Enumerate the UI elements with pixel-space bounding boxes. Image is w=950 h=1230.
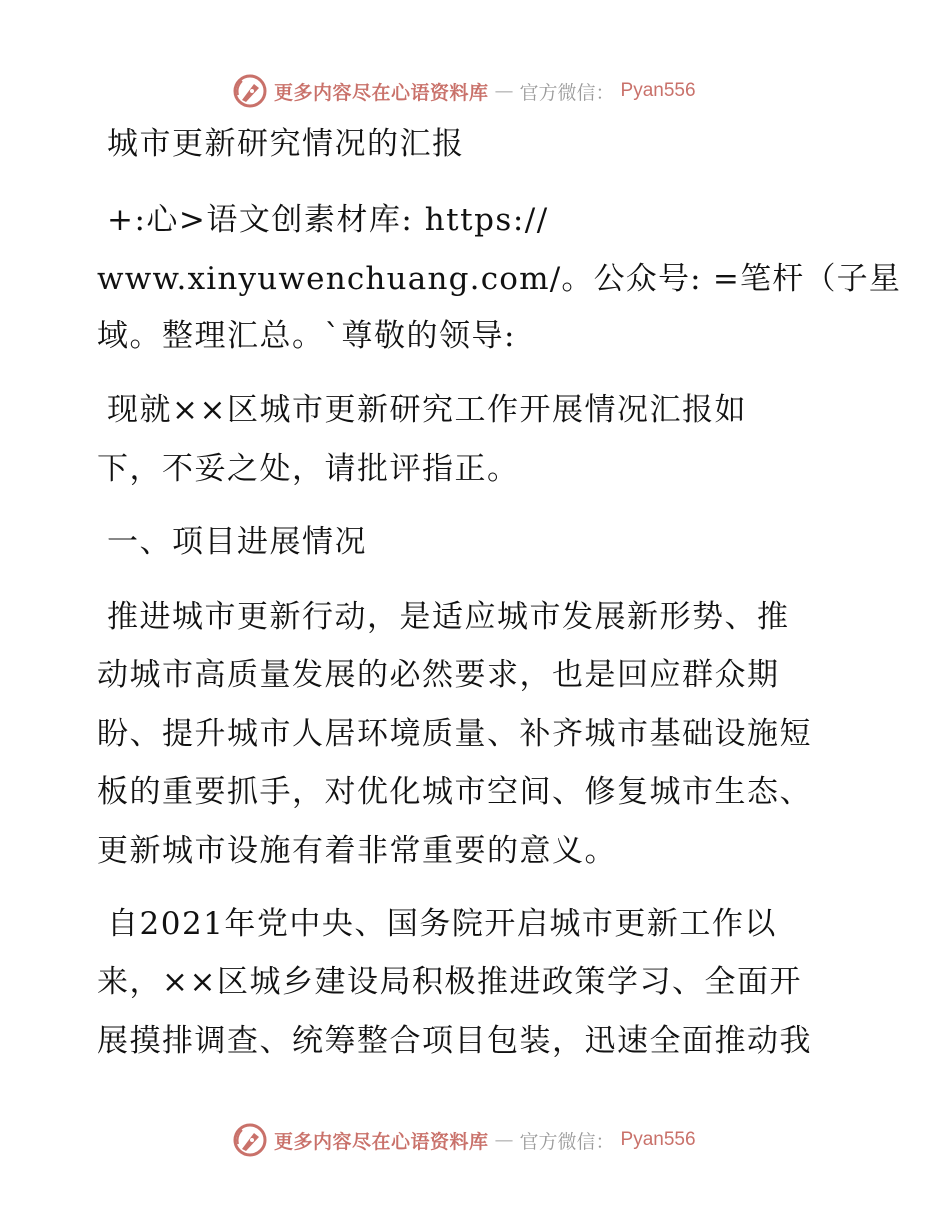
text-line: +:心>语文创素材库: https:// [107, 202, 549, 238]
text-line: 动城市高质量发展的必然要求，也是回应群众期 [97, 657, 780, 693]
footer-wechat-label: 官方微信： [519, 1130, 615, 1153]
text-line: 域。整理汇总。`尊敬的领导: [97, 318, 516, 354]
text-line: 展摸排调查、统筹整合项目包装，迅速全面推动我 [97, 1023, 812, 1059]
header-wechat-label: 官方微信： [519, 81, 615, 104]
header-banner [232, 71, 696, 111]
text-line: 现就××区城市更新研究工作开展情况汇报如 [107, 392, 747, 428]
text-line: 盼、提升城市人居环境质量、补齐城市基础设施短 [97, 716, 812, 752]
footer-dash: — [494, 1129, 514, 1151]
footer-brand-text: 更多内容尽在心语资料库 [274, 1130, 489, 1153]
text-line: 下，不妥之处，请批评指正。 [97, 451, 520, 487]
section-heading: 一、项目进展情况 [107, 524, 367, 560]
text-line: www.xinyuwenchuang.com/。公众号: =笔杆（子星 [97, 261, 902, 297]
text-line: 自2021年党中央、国务院开启城市更新工作以 [107, 906, 777, 942]
header-wechat-id: Pyan556 [620, 80, 696, 101]
text-line: 板的重要抓手，对优化城市空间、修复城市生态、 [97, 774, 812, 810]
text-line: 来，××区城乡建设局积极推进政策学习、全面开 [97, 964, 802, 1000]
text-line: 更新城市设施有着非常重要的意义。 [97, 833, 617, 869]
document-title: 城市更新研究情况的汇报 [107, 126, 465, 162]
pen-nib-logo-icon [232, 73, 268, 109]
text-line: 推进城市更新行动，是适应城市发展新形势、推 [107, 599, 790, 635]
header-dash: — [494, 80, 514, 102]
pen-nib-logo-icon [232, 1122, 268, 1158]
footer-banner [232, 1120, 696, 1160]
header-brand-text: 更多内容尽在心语资料库 [274, 81, 489, 104]
footer-wechat-id: Pyan556 [620, 1129, 696, 1150]
